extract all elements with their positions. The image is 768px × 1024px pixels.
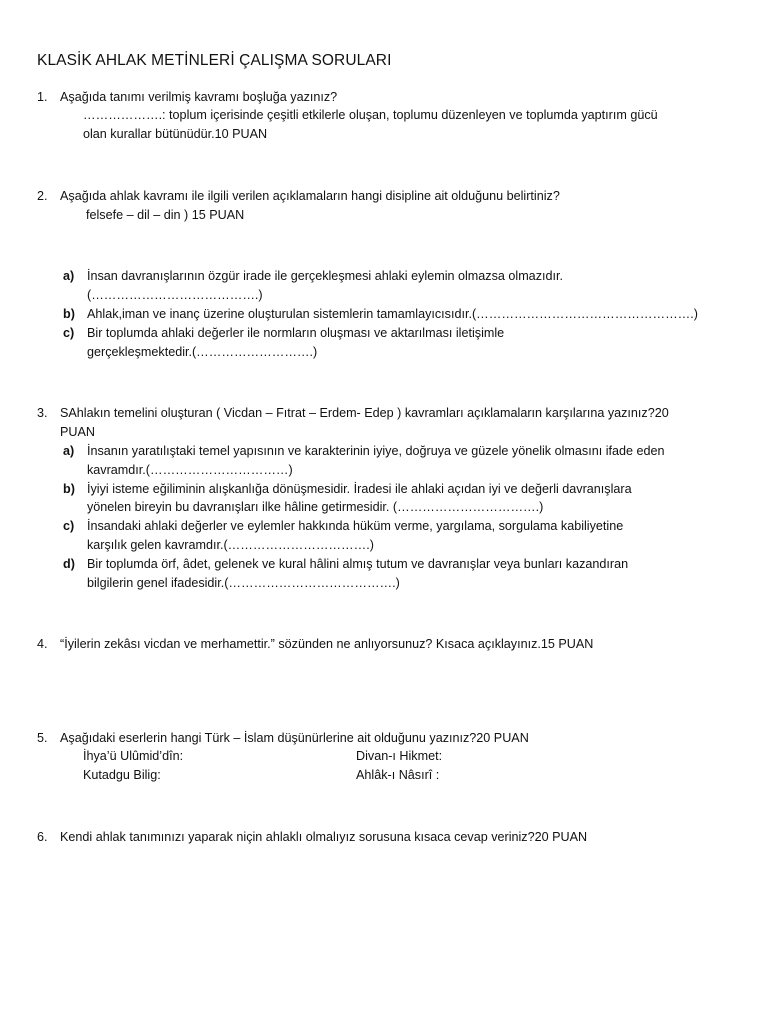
work-ihya: İhya’ü Ulûmid’dîn: bbox=[83, 749, 184, 763]
question-number: 4. bbox=[37, 637, 48, 651]
work-kutadgu-bilig: Kutadgu Bilig: bbox=[83, 768, 161, 782]
item-label: c) bbox=[63, 519, 75, 533]
question-number: 1. bbox=[37, 90, 48, 104]
item-text: gerçekleşmektedir.(……………………….) bbox=[87, 345, 318, 359]
item-text: İnsandaki ahlaki değerler ve eylemler hakkında hüküm verme, yargılama, sorgulama kabiliyetine bbox=[87, 519, 624, 533]
item-text: karşılık gelen kavramdır.(…………………………….) bbox=[87, 538, 374, 552]
item-text: kavramdır.(……………………………) bbox=[87, 463, 293, 477]
page-title: KLASİK AHLAK METİNLERİ ÇALIŞMA SORULARI bbox=[37, 52, 392, 69]
item-text: yönelen bireyin bu davranışları ilke hâline getirmesidir. (…………………………….) bbox=[87, 500, 544, 514]
question-line: olan kurallar bütünüdür.10 PUAN bbox=[83, 127, 268, 141]
question-number: 2. bbox=[37, 189, 48, 203]
question-text: SAhlakın temelini oluşturan ( Vicdan – Fıtrat – Erdem- Edep ) kavramları açıklamaların karşılarına yazınız?20 bbox=[60, 406, 669, 420]
item-text: Ahlak,iman ve inanç üzerine oluşturulan sistemlerin tamamlayıcısıdır.(…………………………………………….) bbox=[87, 307, 698, 321]
item-label: a) bbox=[63, 269, 75, 283]
item-text: İyiyi isteme eğiliminin alışkanlığa dönüşmesidir. İradesi ile ahlaki açıdan iyi ve değerli davranışlara bbox=[87, 482, 632, 496]
question-number: 3. bbox=[37, 406, 48, 420]
item-label: c) bbox=[63, 326, 75, 340]
item-text: İnsan davranışlarının özgür irade ile gerçekleşmesi ahlaki eylemin olmazsa olmazıdır. bbox=[87, 269, 563, 283]
item-label: b) bbox=[63, 307, 75, 321]
question-text: PUAN bbox=[60, 425, 95, 439]
work-ahlak-i-nasiri: Ahlâk-ı Nâsırî : bbox=[356, 768, 440, 782]
work-divan-i-hikmet: Divan-ı Hikmet: bbox=[356, 749, 443, 763]
question-number: 6. bbox=[37, 830, 48, 844]
question-options: felsefe – dil – din ) 15 PUAN bbox=[86, 208, 245, 222]
item-label: a) bbox=[63, 444, 75, 458]
question-line: ……………….: toplum içerisinde çeşitli etkilerle oluşan, toplumu düzenleyen ve toplumda yaptırım gücü bbox=[83, 108, 658, 122]
question-text: “İyilerin zekâsı vicdan ve merhamettir.” sözünden ne anlıyorsunuz? Kısaca açıklayınız.15 PUAN bbox=[60, 637, 594, 651]
item-text: İnsanın yaratılıştaki temel yapısının ve karakterinin iyiye, doğruya ve güzele yönelik olmasını ifade eden bbox=[87, 444, 665, 458]
question-text: Aşağıda ahlak kavramı ile ilgili verilen açıklamaların hangi disipline ait olduğunu belirtiniz? bbox=[60, 189, 560, 203]
question-text: Aşağıdaki eserlerin hangi Türk – İslam düşünürlerine ait olduğunu yazınız?20 PUAN bbox=[60, 731, 529, 745]
question-number: 5. bbox=[37, 731, 48, 745]
question-text: Kendi ahlak tanımınızı yaparak niçin ahlaklı olmalıyız sorusuna kısaca cevap veriniz?20 PUAN bbox=[60, 830, 588, 844]
item-text: Bir toplumda ahlaki değerler ile normların oluşması ve aktarılması iletişimle bbox=[87, 326, 505, 340]
item-label: d) bbox=[63, 557, 75, 571]
item-text: (………………………………….) bbox=[87, 288, 263, 302]
item-text: Bir toplumda örf, âdet, gelenek ve kural hâlini almış tutum ve davranışlar veya bunları kazandıran bbox=[87, 557, 629, 571]
question-text: Aşağıda tanımı verilmiş kavramı boşluğa yazınız? bbox=[60, 90, 338, 104]
item-label: b) bbox=[63, 482, 75, 496]
item-text: bilgilerin genel ifadesidir.(………………………………….) bbox=[87, 576, 400, 590]
